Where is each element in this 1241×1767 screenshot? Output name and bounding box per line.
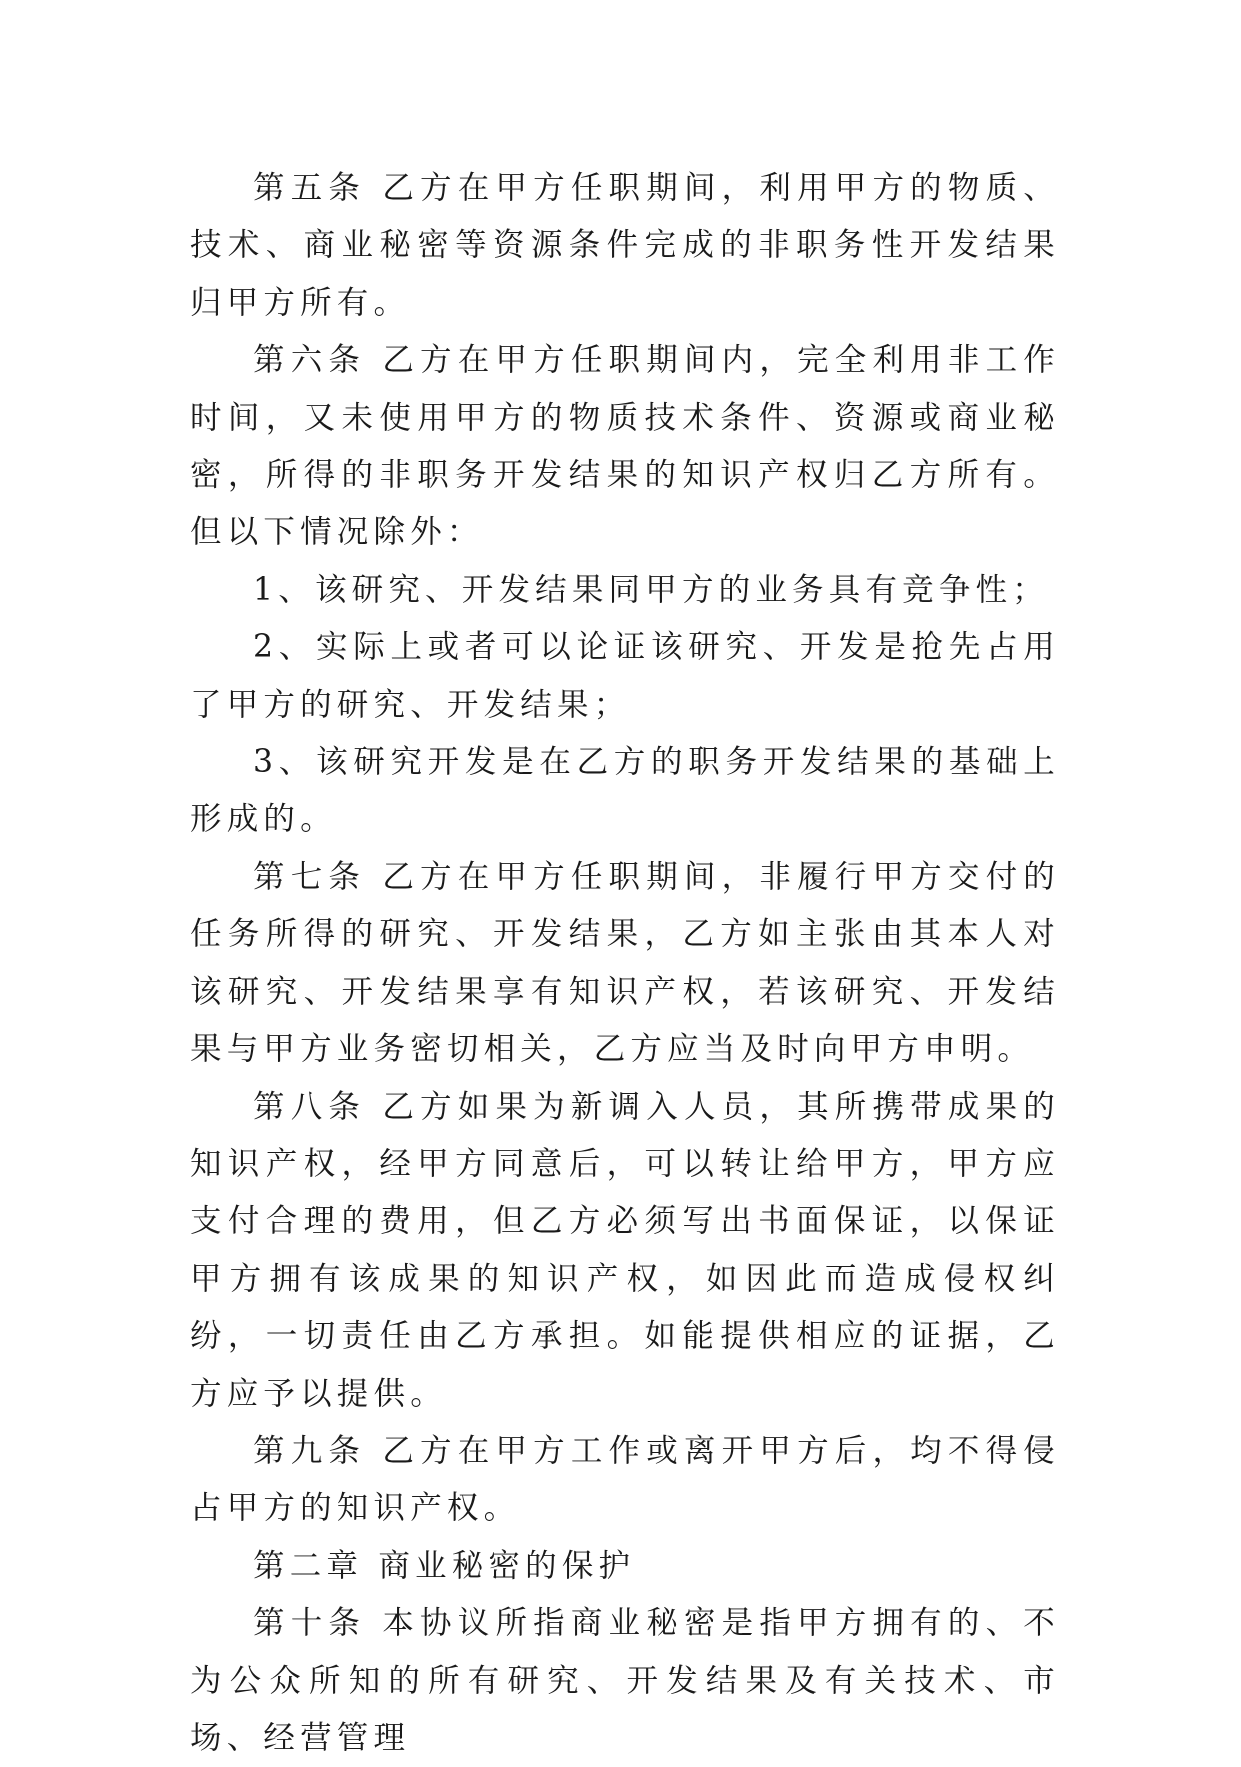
document-body — [190, 160, 1060, 1767]
exception-item-2: 2、实际上或者可以论证该研究、开发是抢先占用了甲方的研究、开发结果； — [190, 629, 1060, 723]
article-8-paragraph: 第八条 乙方如果为新调入人员，其所携带成果的知识产权，经甲方同意后，可以转让给甲方，甲方应支付合理的费用，但乙方必须写出书面保证，以保证甲方拥有该成果的知识产权，如因此而造成侵权纠纷，一切责任由乙方承担。如能提供相应的证据，乙方应予以提供。 — [190, 1088, 1060, 1412]
exception-item-1: 1、该研究、开发结果同甲方的业务具有竞争性； — [253, 571, 1049, 608]
exception-item-3: 3、该研究开发是在乙方的职务开发结果的基础上形成的。 — [190, 744, 1060, 838]
article-9-paragraph: 第九条 乙方在甲方工作或离开甲方后，均不得侵占甲方的知识产权。 — [190, 1432, 1060, 1527]
chapter-2-heading: 第二章 商业秘密的保护 — [253, 1547, 636, 1584]
article-6-paragraph: 第六条 乙方在甲方任职期间内，完全利用非工作时间，又未使用甲方的物质技术条件、资源或商业秘密，所得的非职务开发结果的知识产权归乙方所有。但以下情况除外： — [190, 342, 1060, 551]
article-10-paragraph: 第十条 本协议所指商业秘密是指甲方拥有的、不为公众所知的所有研究、开发结果及有关技术、市场、经营管理 — [190, 1605, 1060, 1756]
article-7-paragraph: 第七条 乙方在甲方任职期间，非履行甲方交付的任务所得的研究、开发结果，乙方如主张由其本人对该研究、开发结果享有知识产权，若该研究、开发结果与甲方业务密切相关，乙方应当及时向甲方申明。 — [190, 858, 1060, 1068]
article-5-paragraph: 第五条 乙方在甲方任职期间，利用甲方的物质、技术、商业秘密等资源条件完成的非职务性开发结果归甲方所有。 — [190, 170, 1060, 321]
